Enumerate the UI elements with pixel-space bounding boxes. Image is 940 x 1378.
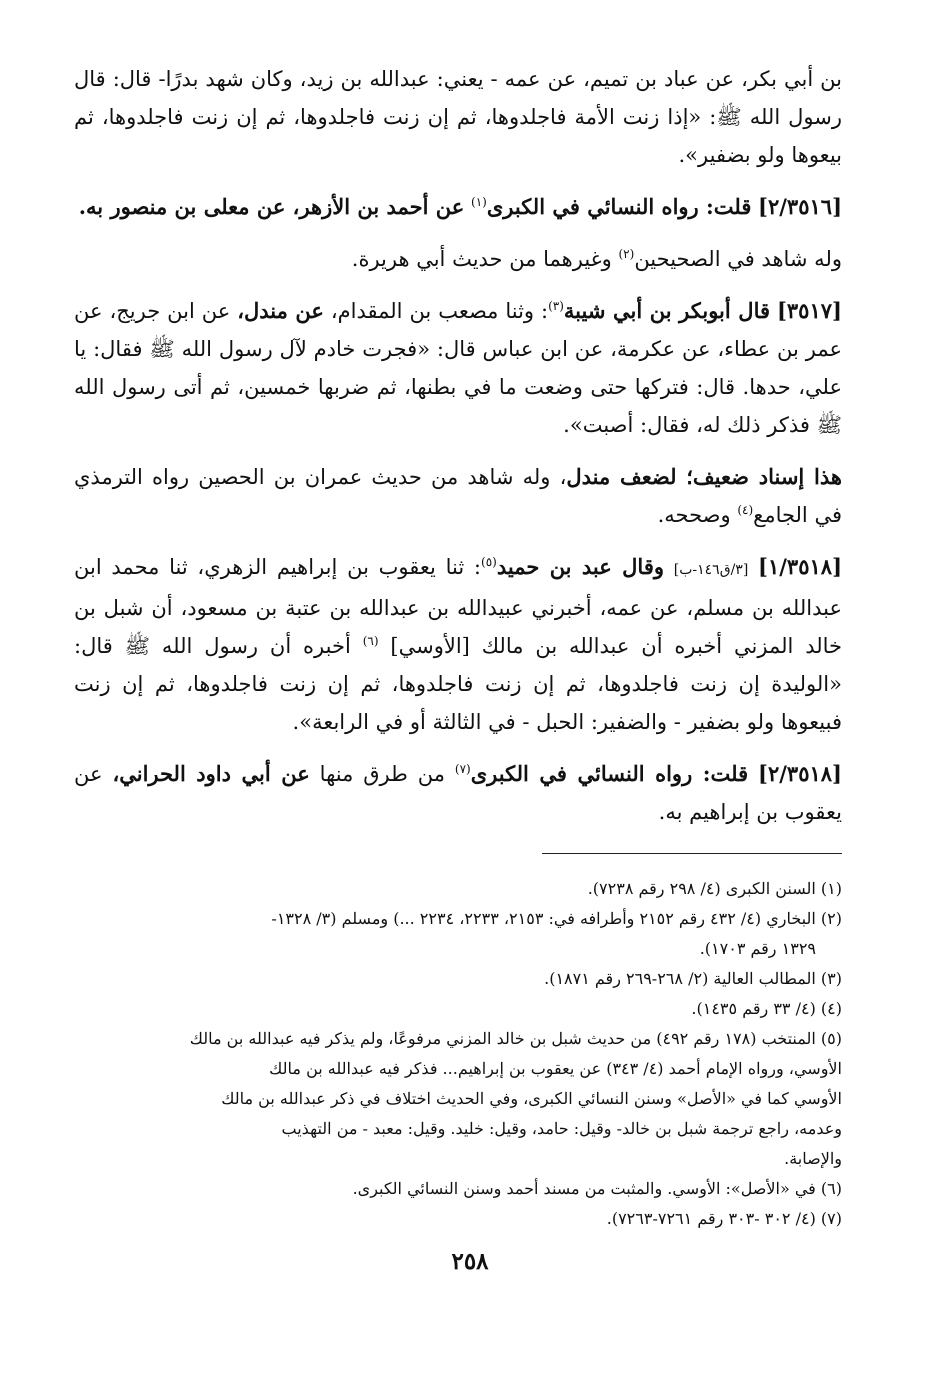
footnote-ref: (٣)	[548, 299, 564, 313]
paragraph-3516-2	[74, 188, 842, 226]
manuscript-ref: [٣/ق١٤٦-ب]	[673, 562, 749, 578]
paragraph-3517	[74, 292, 842, 444]
footnote-2: (٢) البخاري (٤/ ٤٣٢ رقم ٢١٥٢ وأطرافه في: ٢١٥٣، ٢٢٣٣، ٢٢٣٤ ...) ومسلم (٣/ ١٣٢٨-	[271, 909, 842, 928]
hadith-number: [٣٥١٧]	[776, 298, 842, 323]
text: عن يعقوب بن إبراهيم به.	[74, 762, 842, 824]
bold-text: عن أبي داود الحراني،	[112, 761, 310, 786]
hadith-number: [١/٣٥١٨]	[758, 554, 842, 579]
footnote-ref: (٧)	[454, 762, 471, 776]
bold-text: عن مندل،	[237, 298, 324, 323]
footnote-5-line-2: الأوسي، ورواه الإمام أحمد (٤/ ٣٤٣) عن يعقوب بن إبراهيم... فذكر فيه عبدالله بن مالك	[269, 1059, 842, 1078]
footnote-1: (١) السنن الكبرى (٤/ ٢٩٨ رقم ٧٢٣٨).	[587, 879, 842, 898]
footnote-7: (٧) (٤/ ٣٠٢ -٣٠٣ رقم ٧٢٦١-٧٢٦٣).	[606, 1209, 842, 1228]
footnote-4: (٤) (٤/ ٣٣ رقم ١٤٣٥).	[691, 999, 842, 1018]
paragraph-grading	[74, 458, 842, 534]
text: وله شاهد في الصحيحين	[634, 247, 842, 271]
footnote-ref: (٢)	[618, 247, 635, 261]
footnote-ref: (١)	[471, 195, 487, 209]
page-number: ٢٥٨	[451, 1248, 489, 1275]
paragraph-hadith-continuation	[74, 60, 842, 174]
text: من طرق منها	[319, 762, 445, 786]
text: أخبره أن رسول الله ﷺ قال: «الوليدة إن زنت فاجلدوها، ثم إن زنت فاجلدوها، ثم إن زنت فاجلدوها، ثم إن زنت فبيعوها ولو بضفير - والضفير: الحبل - في الثالثة أو في الرابعة».	[74, 634, 842, 734]
main-text	[74, 60, 842, 831]
hadith-number: [٢/٣٥١٦]	[758, 194, 842, 219]
lead-text: وقال عبد بن حميد	[496, 554, 665, 579]
paragraph-text: بن أبي بكر، عن عباد بن تميم، عن عمه - يعني: عبدالله بن زيد، وكان شهد بدرًا- قال: قال رسول الله ﷺ: «إذا زنت الأمة فاجلدوها، ثم إن زنت فاجلدوها، ثم إن زنت فاجلدوها، ثم بيعوها ولو بضفير».	[74, 67, 842, 167]
paragraph-witness	[74, 240, 842, 278]
footnote-5: (٥) المنتخب (١٧٨ رقم ٤٩٢) من حديث شبل بن خالد المزني مرفوعًا، ولم يذكر فيه عبدالله بن مالك	[189, 1029, 842, 1048]
paragraph-3518-1	[74, 548, 842, 741]
footnotes	[74, 874, 842, 1234]
footnote-5-line-5: والإصابة.	[784, 1149, 842, 1168]
footnote-divider	[542, 853, 842, 854]
footnote-2-continued: ١٣٢٩ رقم ١٧٠٣).	[699, 939, 816, 958]
footnote-6: (٦) في «الأصل»: الأوسي. والمثبت من مسند أحمد وسنن النسائي الكبرى.	[352, 1179, 842, 1198]
footnote-ref: (٦)	[362, 634, 379, 648]
paragraph-3518-2	[74, 755, 842, 831]
text: وصححه.	[657, 503, 731, 527]
footnote-ref: (٥)	[481, 555, 497, 569]
footnote-5-line-3: الأوسي كما في «الأصل» وسنن النسائي الكبرى، وفي الحديث اختلاف في ذكر عبدالله بن مالك	[221, 1089, 842, 1108]
text: ، وله شاهد من حديث عمران بن الحصين رواه الترمذي في الجامع	[74, 465, 842, 527]
text: عن ابن جريج، عن عمر بن عطاء، عن عكرمة، عن ابن عباس قال: «فجرت خادم لآل رسول الله ﷺ فقال: يا علي، حدها. قال: فتركها حتى وضعت ما في بطنها، ثم ضربها خمسين، ثم أتى رسول الله ﷺ فذكر ذلك له، فقال: أصبت».	[74, 299, 842, 437]
lead-text: قلت: رواه النسائي في الكبرى	[486, 194, 752, 219]
grading-lead: هذا إسناد ضعيف؛ لضعف مندل	[566, 464, 842, 489]
lead-text: قال أبوبكر بن أبي شيبة	[563, 298, 771, 323]
tail-text: عن أحمد بن الأزهر، عن معلى بن منصور به.	[78, 194, 465, 219]
footnote-5-line-4: وعدمه، راجع ترجمة شبل بن خالد- وقيل: حامد، وقيل: خليد. وقيل: معبد - من التهذيب	[281, 1119, 842, 1138]
text: : ثنا يعقوب بن إبراهيم الزهري، ثنا محمد ابن عبدالله بن مسلم، عن عمه، أخبرني عبيدالله بن عبدالله بن عتبة بن مسعود، أن شبل بن خالد المزني أخبره أن عبدالله بن مالك [الأوسي]	[74, 555, 843, 658]
text: : وثنا مصعب بن المقدام،	[330, 299, 549, 323]
text: وغيرهما من حديث أبي هريرة.	[351, 247, 612, 271]
lead-text: قلت: رواه النسائي في الكبرى	[470, 761, 749, 786]
footnote-ref: (٤)	[737, 503, 754, 517]
footnote-3: (٣) المطالب العالية (٢/ ٢٦٨-٢٦٩ رقم ١٨٧١).	[544, 969, 842, 988]
hadith-number: [٢/٣٥١٨]	[758, 761, 842, 786]
